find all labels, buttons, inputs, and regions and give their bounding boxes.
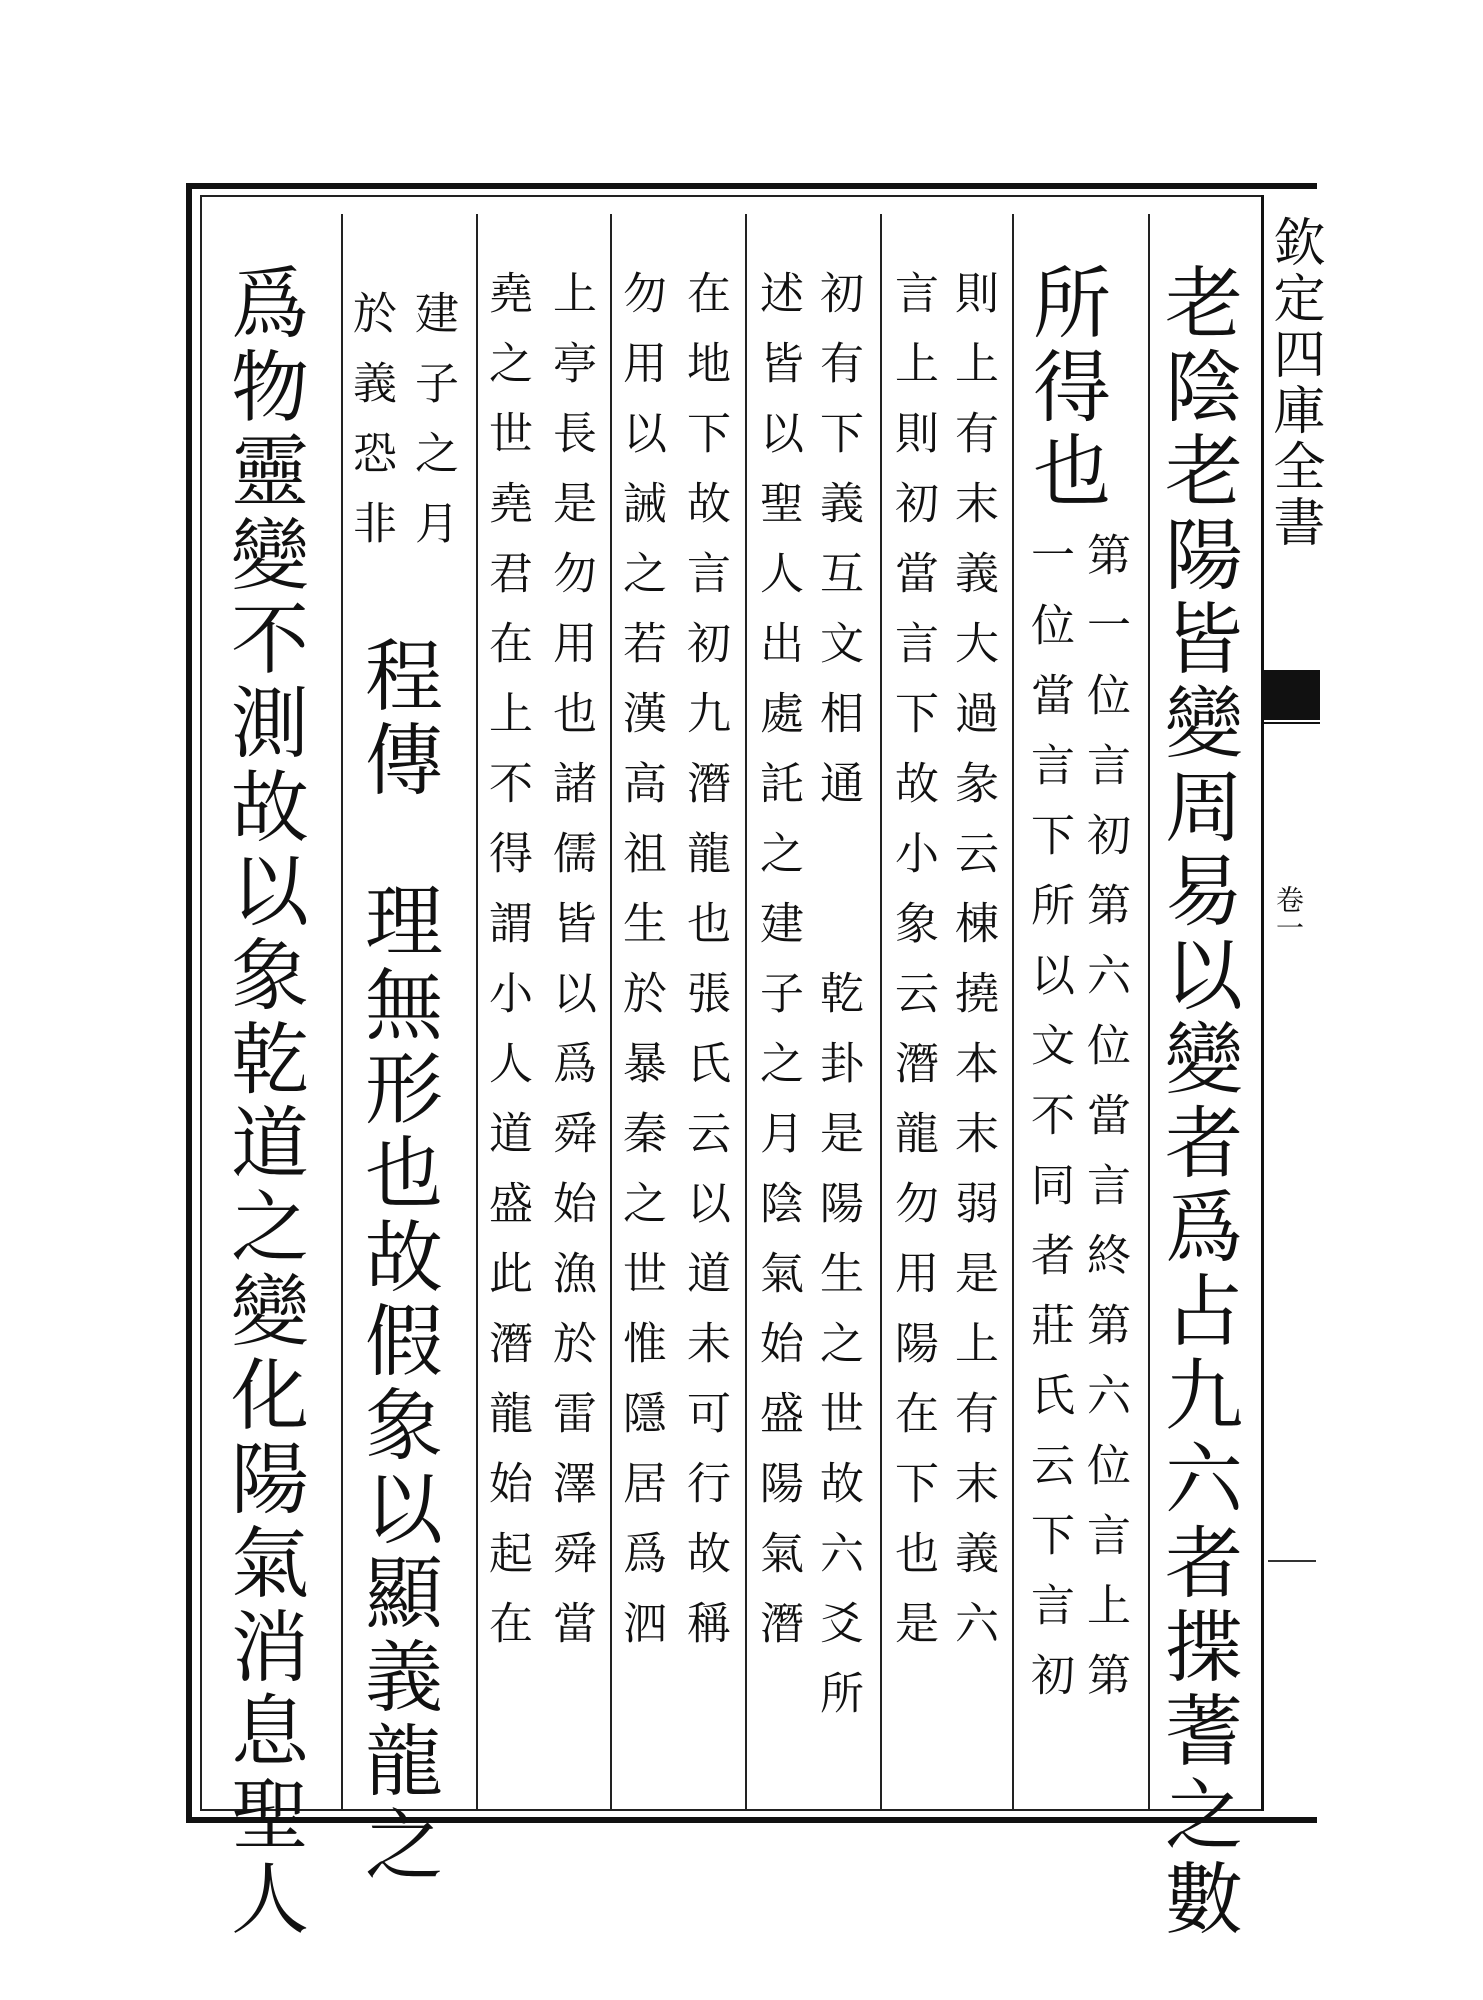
fishtail-mark <box>1264 670 1320 720</box>
text-column-4: 言上則初當言下故小象云潛龍勿用陽在下也是 <box>887 270 938 1670</box>
text-column-5a: 初有下義互文相通 <box>812 270 863 830</box>
column-rule <box>1012 214 1014 1811</box>
text-column-11c: 理無形也故假象以顯義龍之 <box>352 880 442 1888</box>
column-rule <box>476 214 478 1811</box>
book-title: 欽定四庫全書 <box>1264 215 1324 551</box>
juan-number: 卷一 <box>1272 885 1305 941</box>
column-rule <box>745 214 747 1811</box>
text-column-10: 堯之世堯君在上不得謂小人道盛此潛龍始起在 <box>481 270 532 1670</box>
margin-tick <box>1268 1560 1316 1562</box>
text-column-9: 上亭長是勿用也諸儒皆以爲舜始漁於雷澤舜當 <box>545 270 596 1670</box>
text-column-11a: 建子之月 <box>407 290 458 570</box>
column-rule <box>610 214 612 1811</box>
heading-cheng-zhuan: 程傳 <box>352 635 442 803</box>
text-column-1: 老陰老陽皆變周易以變者爲占九六者揲蓍之數 <box>1152 262 1242 1942</box>
text-column-11b: 於義恐非 <box>345 290 396 570</box>
text-column-3: 則上有末義大過彖云棟撓本末弱是上有末義六 <box>947 270 998 1670</box>
text-column-8: 勿用以誡之若漢高祖生於暴秦之世惟隱居爲泗 <box>615 270 666 1670</box>
text-column-12: 爲物靈變不測故以象乾道之變化陽氣消息聖人 <box>218 262 308 1942</box>
text-column-2: 所得也 <box>1020 262 1110 514</box>
fishtail-line <box>1264 722 1320 724</box>
column-rule <box>880 214 882 1811</box>
text-column-2-note-a: 第一位言初第六位當言終第六位言上第 <box>1079 532 1130 1722</box>
column-rule <box>341 214 343 1811</box>
text-column-5b: 乾卦是陽生之世故六爻所 <box>812 970 863 1740</box>
text-column-6: 述皆以聖人出處託之建子之月陰氣始盛陽氣潛 <box>752 270 803 1670</box>
text-column-7: 在地下故言初九潛龍也張氏云以道未可行故稱 <box>679 270 730 1670</box>
column-rule <box>1148 214 1150 1811</box>
text-column-2-note-b: 一位當言下所以文不同者莊氏云下言初 <box>1023 532 1074 1722</box>
